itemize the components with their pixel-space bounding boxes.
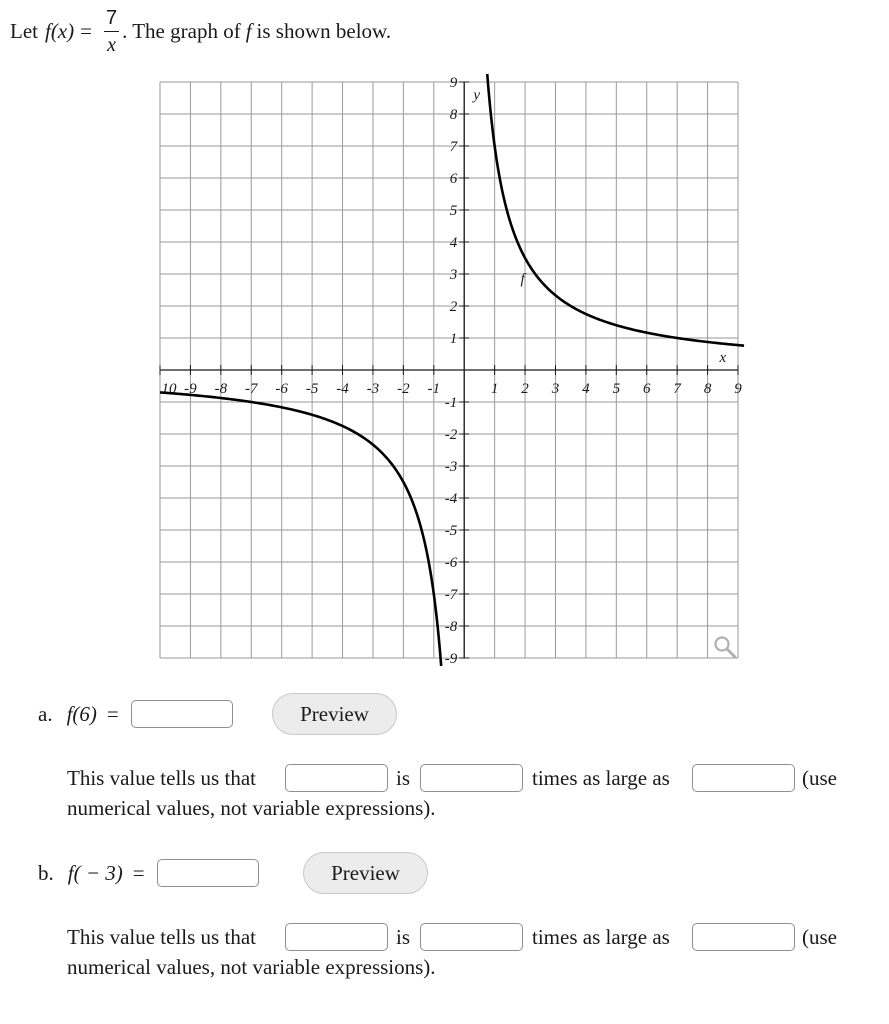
y-tick-label: 5 bbox=[449, 203, 458, 219]
part-b-expression: f( − 3) bbox=[67, 860, 123, 885]
y-axis-label: y bbox=[473, 87, 481, 104]
x-tick-label: -1 bbox=[427, 381, 441, 397]
part-a-equals: = bbox=[106, 701, 119, 726]
y-tick-label: -5 bbox=[444, 523, 458, 539]
tick-labels bbox=[162, 75, 743, 667]
x-tick-label: -4 bbox=[336, 381, 349, 397]
curve-label: f bbox=[520, 271, 525, 288]
y-tick-label: -8 bbox=[444, 619, 458, 635]
part-a-label bbox=[38, 700, 233, 728]
x-tick-label: -5 bbox=[305, 381, 319, 397]
axes bbox=[160, 82, 738, 658]
part-b-sentence bbox=[67, 923, 857, 980]
x-tick-label: 5 bbox=[612, 381, 621, 397]
part-a-letter: a. bbox=[38, 701, 53, 726]
let-text: Let bbox=[10, 19, 38, 43]
function-graph bbox=[150, 72, 750, 672]
x-tick-label: -3 bbox=[366, 381, 380, 397]
f-symbol: f bbox=[245, 19, 252, 43]
y-tick-label: -3 bbox=[444, 459, 458, 475]
part-b-text-line2: numerical values, not variable expressions). bbox=[67, 955, 436, 979]
y-tick-label: -9 bbox=[444, 651, 458, 667]
x-tick-label: 6 bbox=[642, 381, 651, 397]
part-b-text-4: (use bbox=[802, 925, 837, 949]
part-a-text-line2: numerical values, not variable expressions). bbox=[67, 796, 436, 820]
part-a-answer-input[interactable] bbox=[131, 700, 233, 728]
x-tick-label: -7 bbox=[245, 381, 258, 397]
x-tick-label: 9 bbox=[734, 381, 742, 397]
part-b-answer-input[interactable] bbox=[157, 859, 259, 887]
x-tick-label: -2 bbox=[397, 381, 410, 397]
part-b-label bbox=[38, 859, 259, 887]
y-tick-label: 2 bbox=[449, 299, 458, 315]
x-tick-label: -8 bbox=[214, 381, 228, 397]
part-a-input-1[interactable] bbox=[285, 764, 388, 792]
y-tick-label: 1 bbox=[449, 331, 458, 347]
part-a-text-2: is bbox=[396, 766, 411, 790]
y-tick-label: -7 bbox=[444, 587, 458, 603]
part-a-text-1: This value tells us that bbox=[67, 766, 256, 790]
part-b-input-1[interactable] bbox=[285, 923, 388, 951]
part-b-input-2[interactable] bbox=[420, 923, 523, 951]
part-b-equals: = bbox=[132, 860, 145, 885]
part-a-text-4: (use bbox=[802, 766, 837, 790]
magnifier-icon[interactable] bbox=[716, 638, 736, 658]
y-tick-label: 4 bbox=[449, 235, 458, 251]
fraction-denominator: x bbox=[107, 34, 116, 56]
fraction bbox=[104, 8, 119, 55]
y-tick-label: -6 bbox=[444, 555, 458, 571]
part-a-input-2[interactable] bbox=[420, 764, 523, 792]
curve-branch-left bbox=[160, 392, 441, 666]
x-tick-label: 8 bbox=[703, 381, 712, 397]
problem-statement bbox=[10, 8, 391, 55]
x-tick-label: 2 bbox=[521, 381, 529, 397]
part-b-letter: b. bbox=[38, 860, 54, 885]
function-name: f(x) bbox=[44, 19, 75, 43]
x-tick-label: -9 bbox=[184, 381, 197, 397]
y-tick-label: -4 bbox=[444, 491, 458, 507]
shown-tail-text: is shown below. bbox=[256, 19, 392, 43]
y-tick-label: -2 bbox=[444, 427, 458, 443]
equals-sign: = bbox=[80, 19, 92, 43]
x-tick-label: 10 bbox=[161, 381, 177, 397]
fraction-numerator: 7 bbox=[104, 8, 119, 32]
part-b-text-2: is bbox=[396, 925, 411, 949]
part-a-text-3: times as large as bbox=[532, 766, 670, 790]
x-tick-label: 1 bbox=[490, 381, 499, 397]
shown-text: . The graph of bbox=[122, 19, 241, 43]
x-axis-label: x bbox=[719, 350, 727, 366]
part-a-preview-button[interactable]: Preview bbox=[272, 693, 397, 735]
x-tick-label: 7 bbox=[673, 381, 681, 397]
y-tick-label: -1 bbox=[444, 395, 458, 411]
part-a-expression: f(6) bbox=[66, 701, 97, 726]
y-tick-label: 8 bbox=[449, 107, 458, 123]
y-tick-label: 3 bbox=[449, 267, 458, 283]
x-tick-label: -6 bbox=[275, 381, 288, 397]
part-b-text-3: times as large as bbox=[532, 925, 670, 949]
part-b-text-1: This value tells us that bbox=[67, 925, 256, 949]
y-tick-label: 7 bbox=[449, 139, 458, 155]
x-tick-label: 3 bbox=[551, 381, 560, 397]
part-b-input-3[interactable] bbox=[692, 923, 795, 951]
x-tick-label: 4 bbox=[582, 381, 590, 397]
y-tick-label: 6 bbox=[449, 171, 458, 187]
part-a-sentence bbox=[67, 764, 857, 821]
part-a-input-3[interactable] bbox=[692, 764, 795, 792]
part-b-preview-button[interactable]: Preview bbox=[303, 852, 428, 894]
y-tick-label: 9 bbox=[449, 75, 458, 91]
